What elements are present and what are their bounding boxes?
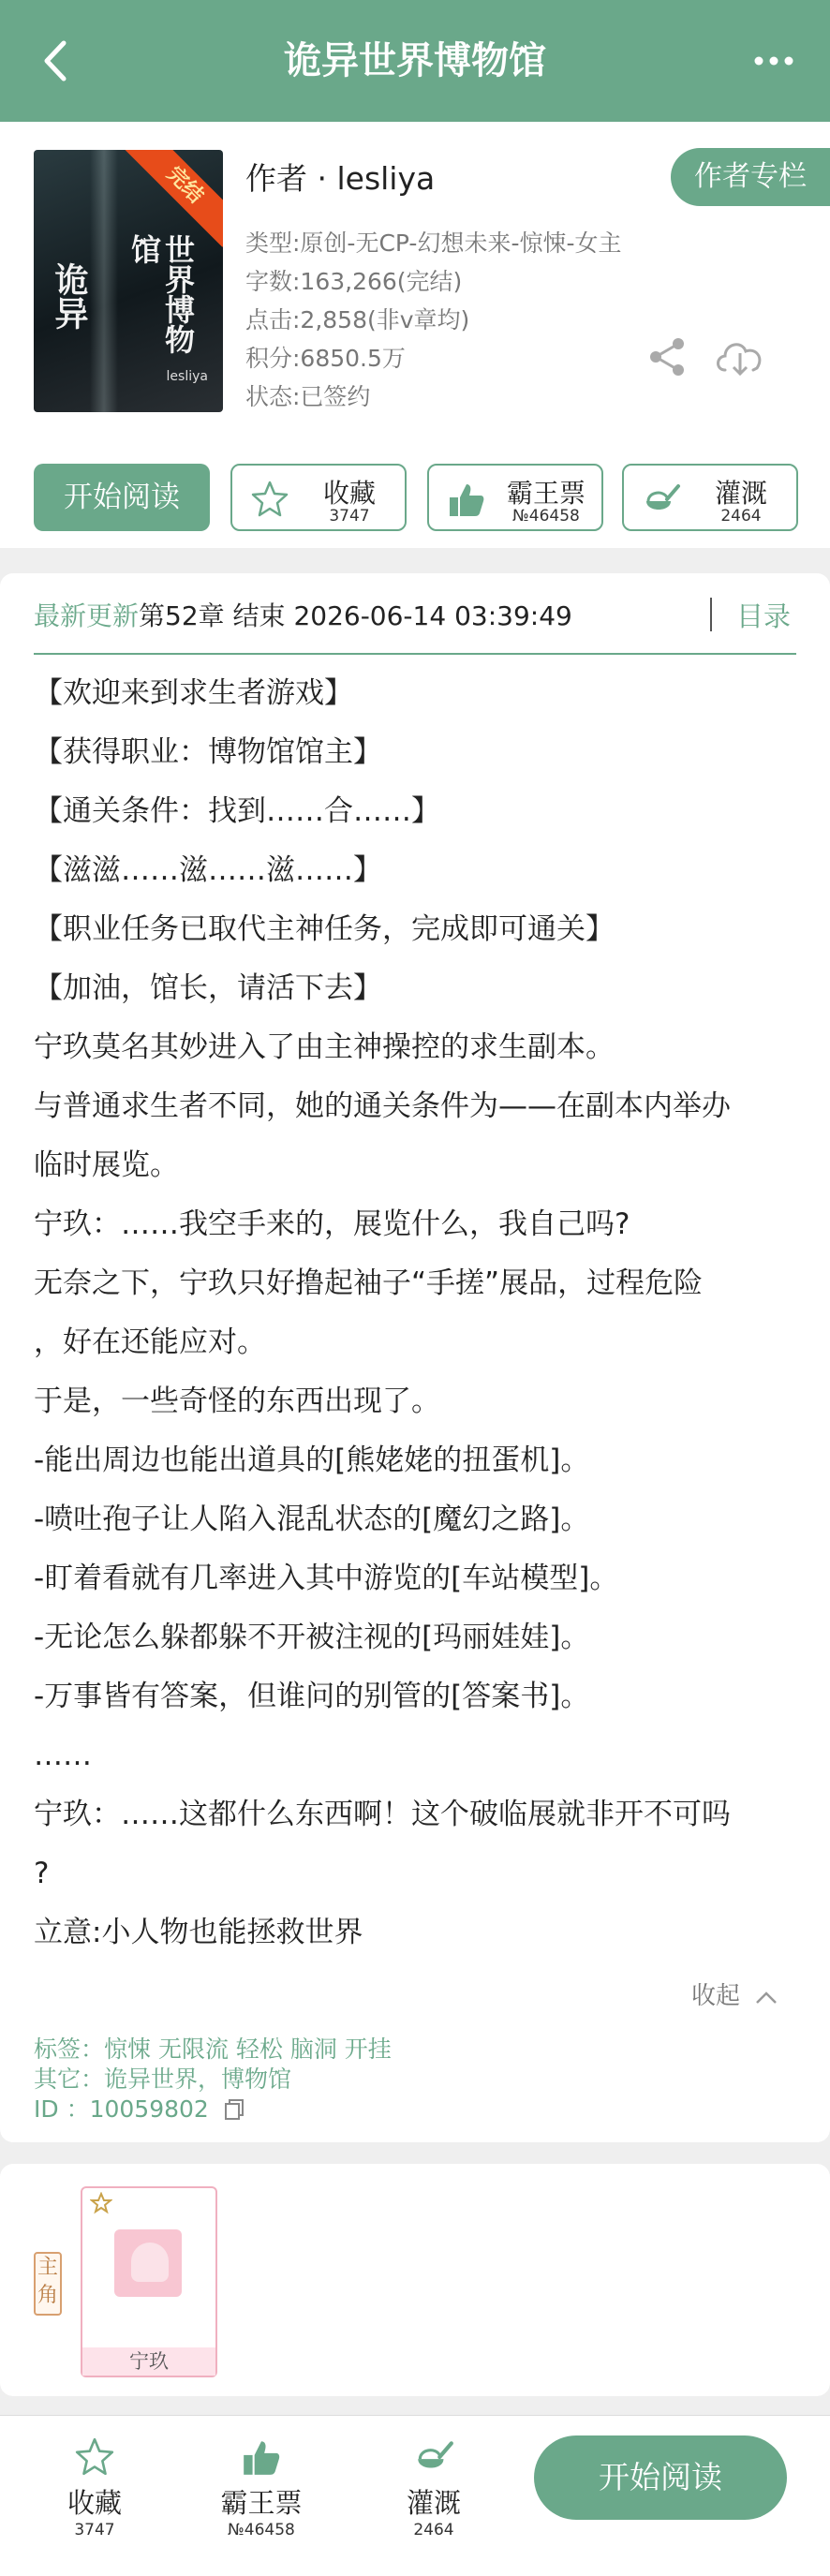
character-item[interactable] — [81, 2186, 217, 2377]
synopsis-line: -盯着看就有几率进入其中游览的[车站模型]。 — [34, 1562, 619, 1595]
author-name[interactable]: 作者 · lesliya — [245, 160, 436, 197]
other-line: 其它：诡异世界，博物馆 — [34, 2065, 292, 2093]
meta-points: 积分:6850.5万 — [245, 345, 406, 372]
synopsis-line: -万事皆有答案，但谁问的别管的[答案书]。 — [34, 1680, 590, 1713]
cover-author: lesliya — [166, 369, 208, 384]
ticket-count: №46458 — [512, 507, 580, 526]
avatar-face — [131, 2243, 169, 2282]
synopsis-line: 宁玖：……这都什么东西啊！这个破临展就非开不可吗 — [34, 1798, 731, 1831]
water-count: 2464 — [720, 507, 762, 526]
book-id-text: ID ：10059802 — [34, 2095, 209, 2123]
synopsis-line: 【获得职业：博物馆馆主】 — [34, 735, 382, 769]
thumbs-up-icon — [240, 2435, 283, 2479]
bottom-water-count: 2464 — [413, 2521, 454, 2539]
cover-title-1: 诡异 — [50, 262, 89, 330]
water-button[interactable] — [622, 464, 798, 531]
bottom-start-reading-button[interactable]: 开始阅读 — [534, 2435, 787, 2520]
bottom-ticket-label: 霸王票 — [220, 2487, 303, 2519]
favorite-label: 收藏 — [322, 478, 376, 509]
start-reading-button[interactable]: 开始阅读 — [34, 464, 210, 531]
catalog-separator — [710, 598, 712, 631]
star-outline-icon — [249, 479, 290, 520]
watering-can-icon — [412, 2435, 455, 2479]
book-id — [34, 2091, 246, 2124]
more-options-icon[interactable] — [746, 37, 802, 84]
chevron-up-icon — [753, 1988, 779, 2006]
meta-status: 状态:已签约 — [245, 383, 371, 410]
meta-word-count: 字数:163,266(完结) — [245, 268, 463, 295]
character-name: 宁玖 — [82, 2347, 215, 2376]
cover-title-2: 世界博物馆 — [126, 234, 196, 354]
synopsis-line: 于是，一些奇怪的东西出现了。 — [34, 1384, 440, 1418]
favorite-count: 3747 — [329, 507, 370, 526]
bottom-favorite-button[interactable] — [34, 2435, 156, 2539]
bottom-favorite-count: 3747 — [74, 2521, 115, 2539]
page-title: 诡异世界博物馆 — [284, 39, 546, 82]
bottom-ticket-button[interactable] — [200, 2435, 322, 2539]
synopsis-line: -喷吐孢子让人陷入混乱状态的[魔幻之路]。 — [34, 1503, 590, 1536]
synopsis-line: 【通关条件：找到……合……】 — [34, 794, 440, 828]
top-bar — [0, 0, 830, 122]
star-outline-icon — [73, 2435, 116, 2479]
tags-line[interactable]: 标签：惊悚 无限流 轻松 脑洞 开挂 — [34, 2036, 392, 2063]
synopsis-line: 宁玖：……我空手来的，展览什么，我自己吗? — [34, 1207, 630, 1241]
ticket-button[interactable] — [427, 464, 603, 531]
synopsis-line: -能出周边也能出道具的[熊姥姥的扭蛋机]。 — [34, 1443, 590, 1477]
book-cover[interactable] — [34, 150, 223, 412]
synopsis-line: ? — [34, 1857, 50, 1890]
synopsis-line: 宁玖莫名其妙进入了由主神操控的求生副本。 — [34, 1030, 615, 1064]
cover-badge: 完结 — [123, 150, 223, 247]
catalog-link[interactable]: 目录 — [736, 600, 792, 632]
synopsis-line: 临时展览。 — [34, 1148, 179, 1182]
synopsis-line: …… — [34, 1739, 92, 1772]
role-tag: 主角 — [34, 2252, 62, 2316]
synopsis-line: 【欢迎来到求生者游戏】 — [34, 676, 353, 710]
bottom-water-label: 灌溉 — [406, 2487, 461, 2519]
cover-decoration — [90, 150, 118, 412]
water-label: 灌溉 — [714, 478, 767, 509]
meta-clicks: 点击:2,858(非v章均) — [245, 306, 470, 333]
synopsis-line: 【加油，馆长，请活下去】 — [34, 971, 382, 1005]
meta-genre: 类型:原创-无CP-幻想未来-惊悚-女主 — [245, 229, 622, 257]
bottom-ticket-count: №46458 — [228, 2521, 295, 2539]
ticket-label: 霸王票 — [506, 478, 585, 509]
synopsis-line: 立意:小人物也能拯救世界 — [34, 1916, 363, 1949]
bottom-favorite-label: 收藏 — [67, 2487, 122, 2519]
download-cloud-icon[interactable] — [712, 333, 768, 379]
author-column-button[interactable]: 作者专栏 — [671, 148, 830, 206]
synopsis-line: 与普通求生者不同，她的通关条件为——在副本内举办 — [34, 1089, 731, 1123]
collapse-label: 收起 — [691, 1982, 741, 2010]
thumbs-up-icon — [446, 479, 487, 520]
watering-can-icon — [641, 479, 682, 520]
favorite-button[interactable] — [230, 464, 407, 531]
copy-icon[interactable] — [222, 2098, 246, 2123]
bottom-water-button[interactable] — [373, 2435, 495, 2539]
collapse-button[interactable] — [691, 1976, 779, 2011]
latest-update-text: 第52章 结束 2026-06-14 03:39:49 — [139, 600, 572, 631]
latest-update-label: 最新更新 — [34, 600, 140, 631]
latest-update[interactable] — [34, 596, 572, 633]
divider — [34, 653, 796, 655]
synopsis-line: 【滋滋……滋……滋……】 — [34, 853, 382, 887]
synopsis-line: -无论怎么躲都躲不开被注视的[玛丽娃娃]。 — [34, 1621, 590, 1654]
share-icon[interactable] — [646, 335, 689, 378]
synopsis-line: ，好在还能应对。 — [34, 1325, 266, 1359]
synopsis-line: 无奈之下，宁玖只好撸起袖子“手搓”展品，过程危险 — [34, 1266, 704, 1300]
star-icon — [90, 2192, 112, 2214]
synopsis-line: 【职业任务已取代主神任务，完成即可通关】 — [34, 912, 615, 946]
